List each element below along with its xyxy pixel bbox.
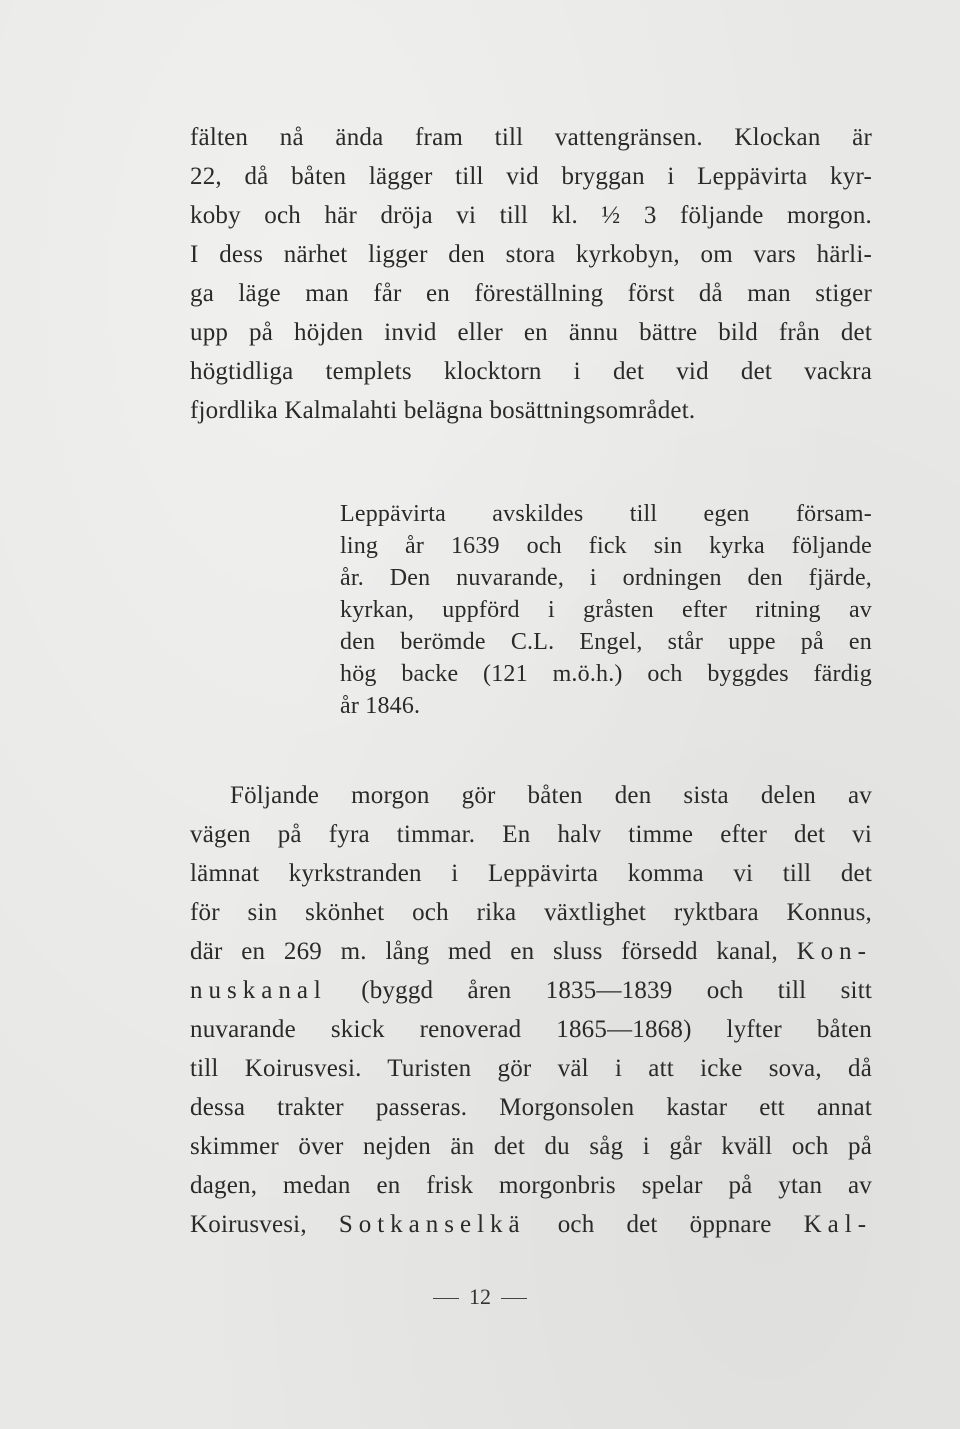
- page-number-footer: [0, 1284, 960, 1310]
- text-line: 22, då båten lägger till vid bryggan i Leppävirta kyr-: [190, 163, 872, 190]
- text-line: vägen på fyra timmar. En halv timme efter det vi: [190, 821, 872, 848]
- dash-left: [433, 1298, 459, 1299]
- text-line: dagen, medan en frisk morgonbris spelar på ytan av: [190, 1172, 872, 1199]
- text-line: kyrkan, uppförd i gråsten efter ritning av: [340, 597, 872, 623]
- text-line: högtidliga templets klocktorn i det vid det vackra: [190, 358, 872, 385]
- text-segment: och det öppnare: [557, 1211, 772, 1238]
- dash-right: [501, 1298, 527, 1299]
- spaced-text: Kon-: [796, 938, 872, 965]
- text-line: år 1846.: [340, 693, 421, 719]
- paragraph-1: [190, 118, 872, 430]
- text-line: år. Den nuvarande, i ordningen den fjärde,: [340, 565, 872, 591]
- text-line: [190, 1205, 872, 1244]
- text-line: ga läge man får en föreställning först då man stiger: [190, 280, 872, 307]
- text-line: fälten nå ända fram till vattengränsen. Klockan är: [190, 124, 872, 151]
- text-line: Leppävirta avskildes till egen försam-: [340, 501, 872, 527]
- text-line: för sin skönhet och rika växtlighet ryktbara Konnus,: [190, 899, 872, 926]
- text-segment: (byggd åren 1835—1839 och till sitt: [361, 977, 872, 1004]
- text-line: [190, 932, 872, 971]
- text-segment: Koirusvesi,: [190, 1211, 307, 1238]
- text-line: dessa trakter passeras. Morgonsolen kastar ett annat: [190, 1094, 872, 1121]
- text-line: lämnat kyrkstranden i Leppävirta komma vi till det: [190, 860, 872, 887]
- text-line: till Koirusvesi. Turisten gör väl i att icke sova, då: [190, 1055, 872, 1082]
- paragraph-2-indented-note: [340, 498, 872, 722]
- text-line: hög backe (121 m.ö.h.) och byggdes färdig: [340, 661, 872, 687]
- text-line: Följande morgon gör båten den sista delen av: [230, 782, 872, 809]
- text-segment: där en 269 m. lång med en sluss försedd kanal,: [190, 938, 778, 965]
- text-line: skimmer över nejden än det du såg i går kväll och på: [190, 1133, 872, 1160]
- text-line: nuvarande skick renoverad 1865—1868) lyfter båten: [190, 1016, 872, 1043]
- text-line: ling år 1639 och fick sin kyrka följande: [340, 533, 872, 559]
- text-line: [190, 971, 872, 1010]
- text-line: den berömde C.L. Engel, står uppe på en: [340, 629, 872, 655]
- spaced-text: Kal-: [803, 1211, 873, 1238]
- page-number: 12: [469, 1284, 491, 1309]
- text-line: koby och här dröja vi till kl. ½ 3 följande morgon.: [190, 202, 872, 229]
- paragraph-3: [190, 776, 872, 1244]
- text-line: I dess närhet ligger den stora kyrkobyn, om vars härli-: [190, 241, 872, 268]
- spaced-text: Sotkanselkä: [338, 1211, 526, 1238]
- spaced-text: nuskanal: [190, 977, 327, 1004]
- text-line: upp på höjden invid eller en ännu bättre bild från det: [190, 319, 872, 346]
- text-line: fjordlika Kalmalahti belägna bosättningsområdet.: [190, 397, 696, 424]
